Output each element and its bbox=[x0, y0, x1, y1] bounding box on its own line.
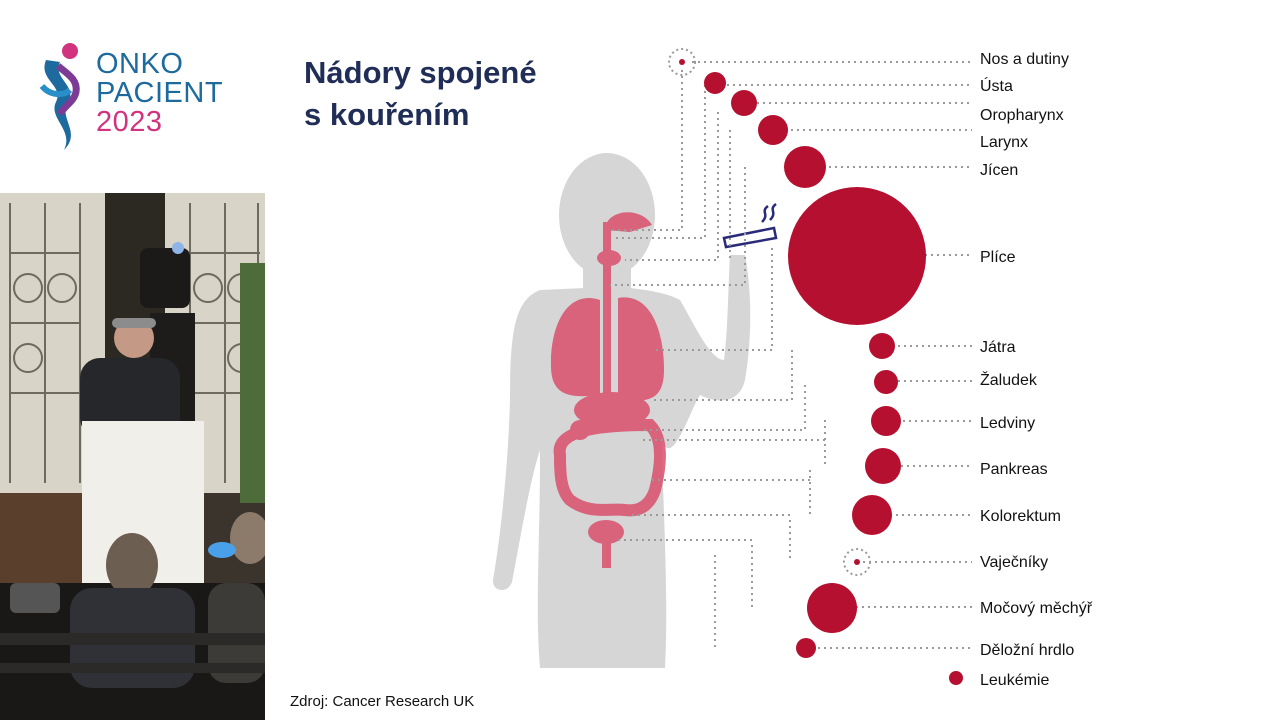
slide-title-line-1: Nádory spojené bbox=[304, 55, 537, 90]
marker-nose-sinuses bbox=[679, 59, 685, 65]
label-mouth: Ústa bbox=[980, 78, 1013, 95]
marker-kidney bbox=[871, 406, 901, 436]
slide-title-line-2: s kouřením bbox=[304, 97, 470, 132]
marker-cervix bbox=[796, 638, 816, 658]
marker-oropharynx bbox=[731, 90, 757, 116]
label-bladder: Močový měchýř bbox=[980, 600, 1093, 617]
label-lung: Plíce bbox=[980, 249, 1016, 266]
marker-ovary bbox=[854, 559, 860, 565]
label-colorectum: Kolorektum bbox=[980, 508, 1061, 525]
marker-bladder bbox=[807, 583, 857, 633]
label-oropharynx: Oropharynx bbox=[980, 107, 1064, 124]
label-nose-sinuses: Nos a dutiny bbox=[980, 51, 1069, 68]
label-liver: Játra bbox=[980, 339, 1016, 356]
source-citation: Zdroj: Cancer Research UK bbox=[290, 693, 475, 710]
label-oesophagus: Jícen bbox=[980, 162, 1019, 179]
marker-lung bbox=[788, 187, 926, 325]
logo-year: 2023 bbox=[96, 106, 163, 138]
label-leukaemia: Leukémie bbox=[980, 672, 1050, 689]
marker-oesophagus bbox=[784, 146, 826, 188]
label-larynx: Larynx bbox=[980, 134, 1029, 151]
marker-leukaemia bbox=[949, 671, 963, 685]
marker-liver bbox=[869, 333, 895, 359]
marker-stomach bbox=[874, 370, 898, 394]
marker-mouth bbox=[704, 72, 726, 94]
marker-pancreas bbox=[865, 448, 901, 484]
label-kidney: Ledviny bbox=[980, 415, 1036, 432]
label-ovary: Vaječníky bbox=[980, 554, 1049, 571]
logo-word-onko: ONKO bbox=[96, 48, 184, 80]
cigarette-icon bbox=[724, 204, 776, 247]
organ-labels bbox=[980, 51, 1093, 689]
label-cervix: Děložní hrdlo bbox=[980, 642, 1075, 659]
marker-larynx bbox=[758, 115, 788, 145]
logo-word-pacient: PACIENT bbox=[96, 77, 224, 109]
marker-colorectum bbox=[852, 495, 892, 535]
label-stomach: Žaludek bbox=[980, 372, 1037, 389]
label-pancreas: Pankreas bbox=[980, 461, 1048, 478]
